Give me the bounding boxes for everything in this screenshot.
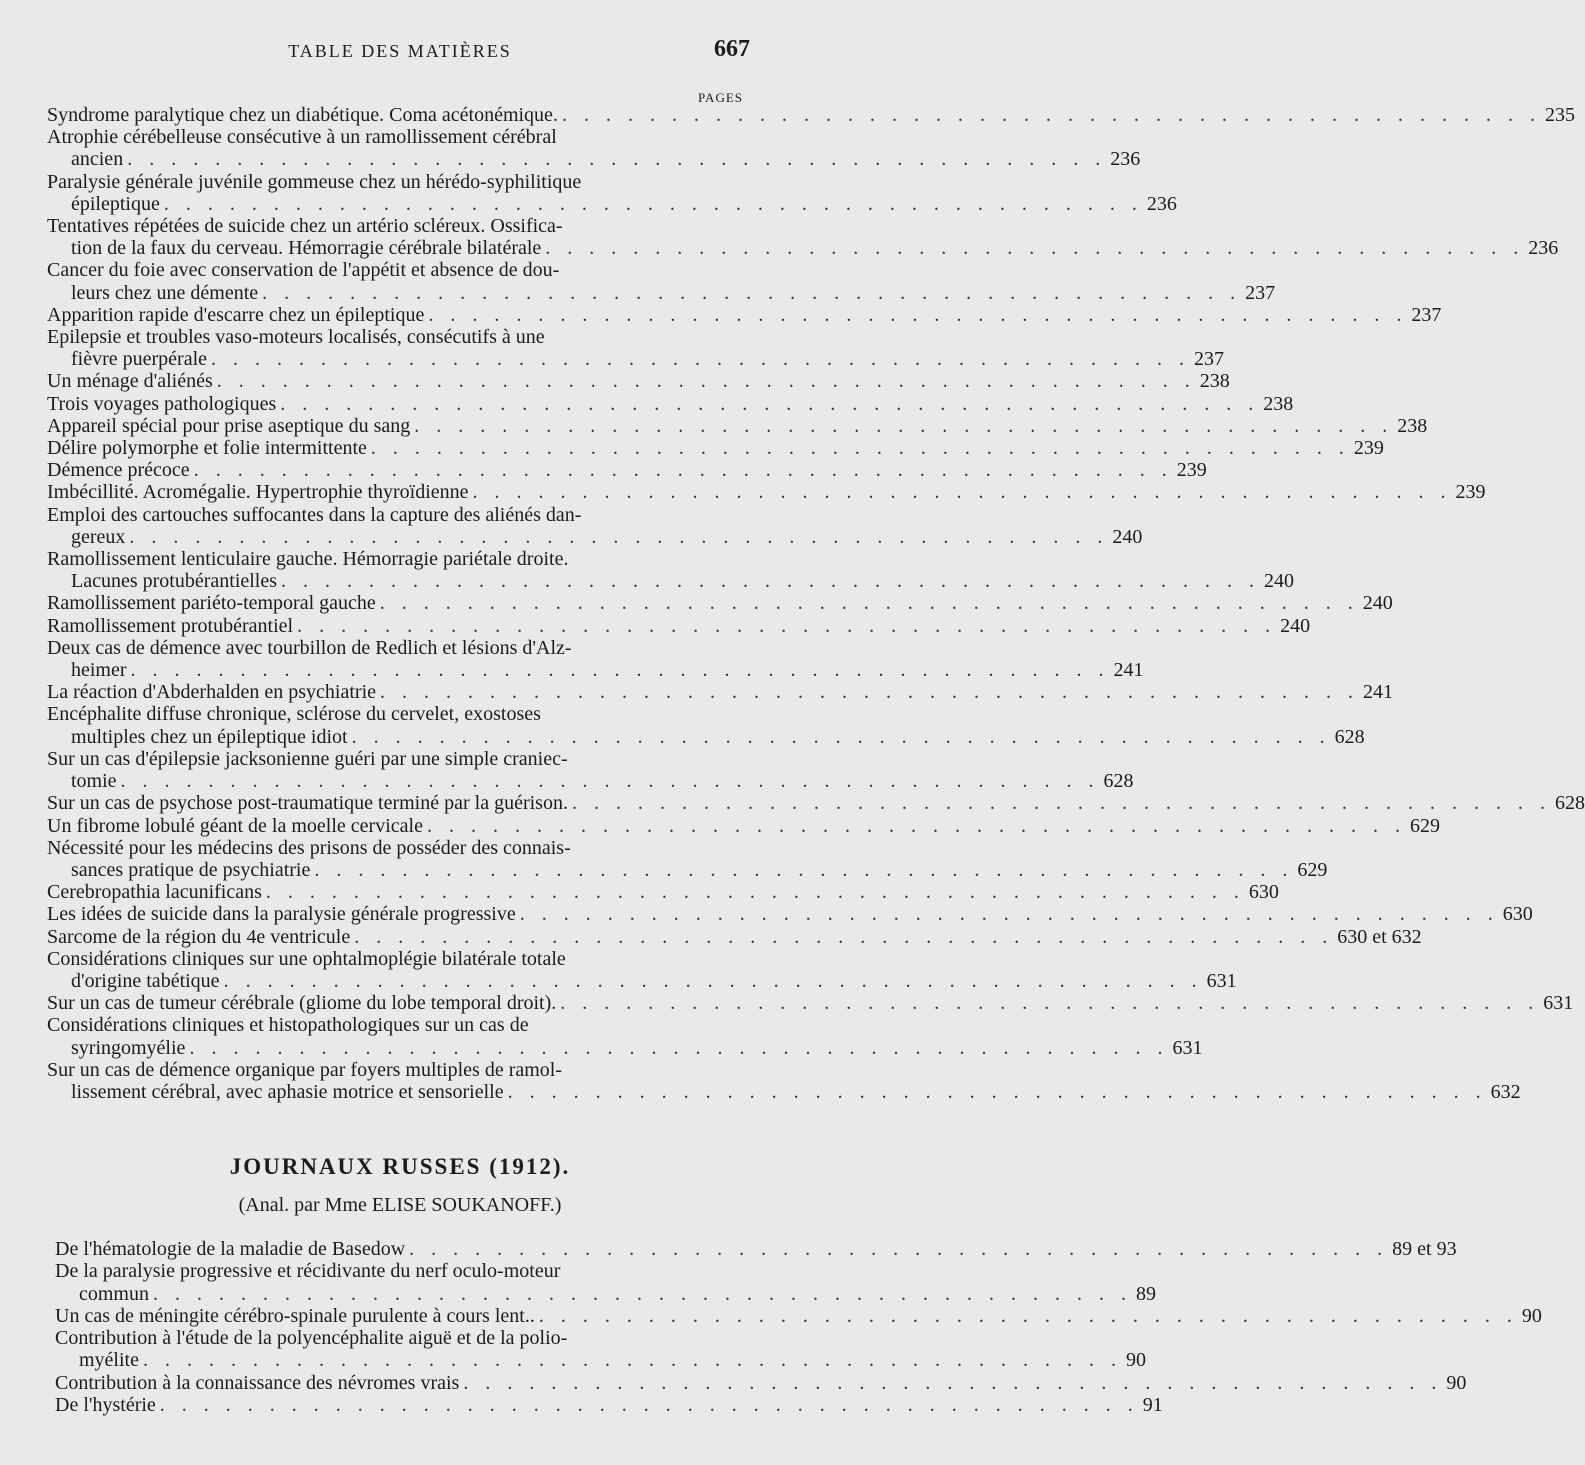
dot-leader: . . . . . . . . . . . . . . . . . . . . . . . . . . . . . . . . . . . . . . . . . . . . . [262, 281, 1242, 304]
dot-leader: . . . . . . . . . . . . . . . . . . . . . . . . . . . . . . . . . . . . . . . . . . . . . [163, 192, 1143, 215]
toc-entry [47, 1058, 1521, 1103]
toc-entry [55, 1260, 1156, 1305]
toc-entry [47, 548, 1295, 593]
entry-page-number: 241 [1113, 659, 1144, 682]
entry-page-number: 89 [1136, 1282, 1156, 1305]
toc-entry [47, 437, 1384, 460]
toc-entry [47, 303, 1442, 326]
dot-leader: . . . . . . . . . . . . . . . . . . . . . . . . . . . . . . . . . . . . . . . . . . . . . [127, 148, 1107, 171]
dot-leader: . . . . . . . . . . . . . . . . . . . . . . . . . . . . . . . . . . . . . . . . . . . . . [463, 1371, 1443, 1394]
entry-page-number: 629 [1409, 814, 1440, 837]
toc-entry [47, 792, 1585, 815]
toc-entry [55, 1238, 1457, 1260]
dot-leader: . . . . . . . . . . . . . . . . . . . . . . . . . . . . . . . . . . . . . . . . . . . . . [561, 104, 1541, 126]
toc-entry [55, 1327, 1146, 1372]
toc-entry [47, 636, 1144, 682]
entry-title-line: tomie [71, 770, 117, 793]
entry-page-number: 236 [1110, 148, 1141, 171]
entry-title-line: lissement cérébral, avec aphasie motrice et sensorielle [71, 1080, 504, 1103]
toc-entry [47, 903, 1533, 926]
entry-page-number: 628 [1554, 792, 1585, 815]
toc-entry [47, 481, 1486, 504]
entry-title-line: Trois voyages pathologiques [47, 392, 277, 415]
toc-entry [47, 614, 1311, 637]
entry-title-line: Contribution à l'étude de la polyencéphalite aiguë et de la polio- [55, 1327, 568, 1350]
section-subtitle: (Anal. par Mme ELISE SOUKANOFF.) [238, 1194, 562, 1216]
table-of-contents [47, 104, 1585, 1103]
entry-title-line: Ramollissement pariéto-temporal gauche [47, 592, 376, 615]
toc-entry [47, 503, 1143, 548]
toc-entry [47, 392, 1294, 415]
entry-title-line: Sur un cas de démence organique par foyers multiples de ramol- [47, 1058, 563, 1081]
entry-page-number: 631 [1206, 969, 1237, 992]
entry-page-number: 239 [1353, 437, 1384, 460]
entry-title-line: Atrophie cérébelleuse consécutive à un ramollissement cérébral [47, 126, 557, 149]
entry-title-line: Lacunes protubérantielles [71, 570, 278, 593]
toc-entry [47, 370, 1230, 393]
entry-page-number: 237 [1245, 281, 1276, 304]
dot-leader: . . . . . . . . . . . . . . . . . . . . . . . . . . . . . . . . . . . . . . . . . . . . . [370, 437, 1350, 460]
toc-entry [47, 836, 1328, 881]
dot-leader: . . . . . . . . . . . . . . . . . . . . . . . . . . . . . . . . . . . . . . . . . . . . . [193, 459, 1173, 482]
entry-page-number: 239 [1176, 459, 1207, 482]
toc-entry [55, 1304, 1542, 1327]
toc-entry [47, 126, 1141, 171]
entry-title-line: syringomyélie [71, 1036, 186, 1059]
entry-title-line: Délire polymorphe et folie intermittente [47, 437, 367, 460]
dot-leader: . . . . . . . . . . . . . . . . . . . . . . . . . . . . . . . . . . . . . . . . . . . . . [281, 570, 1261, 593]
entry-title-line: Ramollissement lenticulaire gauche. Hémorragie pariétale droite. [47, 548, 569, 571]
entry-title-line: fièvre puerpérale [71, 348, 208, 371]
entry-title-line: Contribution à la connaissance des névromes vrais [55, 1371, 460, 1394]
toc-entry [47, 881, 1279, 904]
dot-leader: . . . . . . . . . . . . . . . . . . . . . . . . . . . . . . . . . . . . . . . . . . . . . [153, 1282, 1132, 1305]
entry-title-line: Démence précoce [47, 459, 190, 482]
toc-entry [47, 259, 1276, 304]
entry-title-line: Ramollissement protubérantiel [47, 614, 294, 637]
entry-page-number: 239 [1455, 481, 1486, 504]
dot-leader: . . . . . . . . . . . . . . . . . . . . . . . . . . . . . . . . . . . . . . . . . . . . . [265, 881, 1245, 904]
dot-leader: . . . . . . . . . . . . . . . . . . . . . . . . . . . . . . . . . . . . . . . . . . . . . [130, 659, 1110, 682]
entry-page-number: 630 [1248, 881, 1279, 904]
toc-entry [47, 170, 1177, 215]
entry-page-number: 90 [1521, 1304, 1542, 1327]
entry-title-line: d'origine tabétique [71, 969, 220, 992]
entry-title-line: Appareil spécial pour prise aseptique du sang [47, 414, 411, 437]
toc-entry [47, 747, 1134, 793]
dot-leader: . . . . . . . . . . . . . . . . . . . . . . . . . . . . . . . . . . . . . . . . . . . . . [120, 770, 1100, 793]
dot-leader: . . . . . . . . . . . . . . . . . . . . . . . . . . . . . . . . . . . . . . . . . . . . . [545, 237, 1525, 260]
entry-title-line: Apparition rapide d'escarre chez un épileptique [47, 303, 425, 326]
dot-leader: . . . . . . . . . . . . . . . . . . . . . . . . . . . . . . . . . . . . . . . . . . . . . [216, 370, 1196, 393]
entry-page-number: 90 [1446, 1371, 1467, 1394]
toc-entry [47, 459, 1207, 482]
entry-page-number: 90 [1125, 1349, 1146, 1372]
dot-leader: . . . . . . . . . . . . . . . . . . . . . . . . . . . . . . . . . . . . . . . . . . . . . [519, 903, 1499, 926]
entry-title-line: De l'hystérie [55, 1394, 156, 1417]
entry-title-line: Nécessité pour les médecins des prisons de posséder des connais- [47, 836, 571, 859]
entry-page-number: 630 et 632 [1337, 925, 1422, 948]
dot-leader: . . . . . . . . . . . . . . . . . . . . . . . . . . . . . . . . . . . . . . . . . . . . . [380, 681, 1360, 704]
entry-title-line: De la paralysie progressive et récidivante du nerf oculo-moteur [55, 1260, 561, 1283]
entry-page-number: 628 [1103, 770, 1134, 793]
entry-title-line: épileptique [71, 192, 160, 215]
entry-title-line: Considérations cliniques sur une ophtalmoplégie bilatérale totale [47, 947, 566, 970]
toc-entry [47, 1014, 1203, 1059]
entry-title-line: Encéphalite diffuse chronique, sclérose du cervelet, exostoses [47, 703, 541, 726]
entry-page-number: 237 [1194, 348, 1225, 371]
dot-leader: . . . . . . . . . . . . . . . . . . . . . . . . . . . . . . . . . . . . . . . . . . . . . [414, 414, 1394, 437]
entry-page-number: 632 [1490, 1080, 1521, 1103]
entry-title-line: sances pratique de psychiatrie [71, 858, 311, 881]
dot-leader: . . . . . . . . . . . . . . . . . . . . . . . . . . . . . . . . . . . . . . . . . . . . . [351, 725, 1331, 748]
toc-entry [47, 681, 1394, 704]
dot-leader: . . . . . . . . . . . . . . . . . . . . . . . . . . . . . . . . . . . . . . . . . . . . . [409, 1238, 1389, 1260]
entry-page-number: 235 [1544, 104, 1575, 126]
entry-page-number: 240 [1362, 592, 1393, 615]
toc-entry [47, 592, 1393, 615]
entry-page-number: 238 [1397, 414, 1428, 437]
entry-title-line: Sur un cas de psychose post-traumatique terminé par la guérison. [47, 792, 568, 815]
entry-title-line: Deux cas de démence avec tourbillon de Redlich et lésions d'Alz- [47, 636, 572, 659]
entry-page-number: 236 [1528, 237, 1559, 260]
entry-page-number: 89 et 93 [1392, 1238, 1457, 1260]
dot-leader: . . . . . . . . . . . . . . . . . . . . . . . . . . . . . . . . . . . . . . . . . . . . . [142, 1349, 1122, 1372]
entry-page-number: 630 [1502, 903, 1533, 926]
entry-title-line: Emploi des cartouches suffocantes dans la capture des aliénés dan- [47, 503, 582, 526]
dot-leader: . . . . . . . . . . . . . . . . . . . . . . . . . . . . . . . . . . . . . . . . . . . . . [428, 303, 1408, 326]
entry-page-number: 240 [1264, 570, 1295, 593]
running-header-title: TABLE DES MATIÈRES [288, 41, 512, 61]
entry-title-line: Cerebropathia lacunificans [47, 881, 262, 904]
toc-entry [47, 215, 1559, 260]
section-title: JOURNAUX RUSSES (1912). [229, 1154, 571, 1179]
entry-page-number: 238 [1199, 370, 1230, 393]
entry-title-line: Sarcome de la région du 4e ventricule [47, 925, 351, 948]
entry-title-line: La réaction d'Abderhalden en psychiatrie [47, 681, 377, 704]
dot-leader: . . . . . . . . . . . . . . . . . . . . . . . . . . . . . . . . . . . . . . . . . . . . . [280, 392, 1260, 415]
dot-leader: . . . . . . . . . . . . . . . . . . . . . . . . . . . . . . . . . . . . . . . . . . . . . [314, 858, 1294, 881]
toc-entry [47, 814, 1440, 837]
russian-journals-contents [55, 1238, 1542, 1417]
dot-leader: . . . . . . . . . . . . . . . . . . . . . . . . . . . . . . . . . . . . . . . . . . . . . [211, 348, 1191, 371]
entry-page-number: 91 [1142, 1394, 1163, 1417]
entry-title-line: myélite [79, 1349, 139, 1372]
entry-page-number: 237 [1411, 303, 1442, 326]
entry-title-line: Un ménage d'aliénés [47, 370, 213, 393]
entry-title-line: tion de la faux du cerveau. Hémorragie cérébrale bilatérale [71, 237, 542, 260]
entry-title-line: Sur un cas de tumeur cérébrale (gliome du lobe temporal droit). [47, 992, 557, 1015]
entry-page-number: 240 [1280, 614, 1311, 637]
toc-entry [55, 1394, 1163, 1417]
entry-title-line: Les idées de suicide dans la paralysie générale progressive [47, 903, 516, 926]
entry-title-line: Epilepsie et troubles vaso-moteurs localisés, consécutifs à une [47, 326, 545, 349]
entry-page-number: 240 [1112, 525, 1143, 548]
entry-page-number: 236 [1146, 192, 1177, 215]
entry-page-number: 629 [1297, 858, 1328, 881]
entry-title-line: commun [79, 1282, 149, 1305]
toc-entry [47, 703, 1365, 748]
dot-leader: . . . . . . . . . . . . . . . . . . . . . . . . . . . . . . . . . . . . . . . . . . . . . [223, 969, 1203, 992]
entry-title-line: multiples chez un épileptique idiot [71, 725, 348, 748]
pages-column-label: PAGES [698, 90, 743, 105]
toc-entry [47, 414, 1428, 437]
dot-leader: . . . . . . . . . . . . . . . . . . . . . . . . . . . . . . . . . . . . . . . . . . . . . [507, 1080, 1487, 1103]
dot-leader: . . . . . . . . . . . . . . . . . . . . . . . . . . . . . . . . . . . . . . . . . . . . . [571, 792, 1551, 815]
toc-entry [47, 104, 1575, 126]
dot-leader: . . . . . . . . . . . . . . . . . . . . . . . . . . . . . . . . . . . . . . . . . . . . . [129, 525, 1109, 548]
entry-title-line: Imbécillité. Acromégalie. Hypertrophie thyroïdienne [47, 481, 469, 504]
page-number: 667 [714, 36, 750, 62]
dot-leader: . . . . . . . . . . . . . . . . . . . . . . . . . . . . . . . . . . . . . . . . . . . . . [472, 481, 1452, 504]
entry-page-number: 241 [1363, 681, 1394, 704]
toc-entry [47, 992, 1574, 1015]
entry-title-line: leurs chez une démente [71, 281, 259, 304]
dot-leader: . . . . . . . . . . . . . . . . . . . . . . . . . . . . . . . . . . . . . . . . . . . . . [426, 814, 1406, 837]
dot-leader: . . . . . . . . . . . . . . . . . . . . . . . . . . . . . . . . . . . . . . . . . . . . . [560, 992, 1540, 1015]
toc-entry [47, 925, 1422, 948]
entry-title-line: Considérations cliniques et histopathologiques sur un cas de [47, 1014, 529, 1037]
toc-entry [55, 1371, 1467, 1394]
entry-title-line: Sur un cas d'épilepsie jacksonienne guéri par une simple craniec- [47, 747, 568, 770]
entry-title-line: ancien [71, 148, 124, 171]
toc-entry [47, 326, 1225, 371]
entry-title-line: Paralysie générale juvénile gommeuse chez un hérédo-syphilitique [47, 170, 582, 193]
dot-leader: . . . . . . . . . . . . . . . . . . . . . . . . . . . . . . . . . . . . . . . . . . . . . [379, 592, 1359, 615]
dot-leader: . . . . . . . . . . . . . . . . . . . . . . . . . . . . . . . . . . . . . . . . . . . . . [189, 1036, 1169, 1059]
entry-title-line: Tentatives répétées de suicide chez un artério scléreux. Ossifica- [47, 215, 563, 238]
entry-title-line: heimer [71, 659, 127, 682]
dot-leader: . . . . . . . . . . . . . . . . . . . . . . . . . . . . . . . . . . . . . . . . . . . . . [297, 614, 1277, 637]
entry-title-line: De l'hématologie de la maladie de Basedow [55, 1238, 406, 1260]
dot-leader: . . . . . . . . . . . . . . . . . . . . . . . . . . . . . . . . . . . . . . . . . . . . . [538, 1304, 1518, 1327]
entry-title-line: Un cas de méningite cérébro-spinale purulente à cours lent.. [55, 1304, 535, 1327]
dot-leader: . . . . . . . . . . . . . . . . . . . . . . . . . . . . . . . . . . . . . . . . . . . . . [159, 1394, 1139, 1417]
entry-page-number: 628 [1334, 725, 1365, 748]
toc-entry [47, 947, 1237, 992]
entry-page-number: 238 [1263, 392, 1294, 415]
entry-title-line: Syndrome paralytique chez un diabétique. Coma acétonémique. [47, 104, 558, 126]
dot-leader: . . . . . . . . . . . . . . . . . . . . . . . . . . . . . . . . . . . . . . . . . . . . . [354, 925, 1334, 948]
entry-page-number: 631 [1543, 992, 1574, 1015]
entry-page-number: 631 [1172, 1036, 1203, 1059]
entry-title-line: Cancer du foie avec conservation de l'appétit et absence de dou- [47, 259, 560, 282]
entry-title-line: Un fibrome lobulé géant de la moelle cervicale [47, 814, 423, 837]
entry-title-line: gereux [71, 525, 126, 548]
